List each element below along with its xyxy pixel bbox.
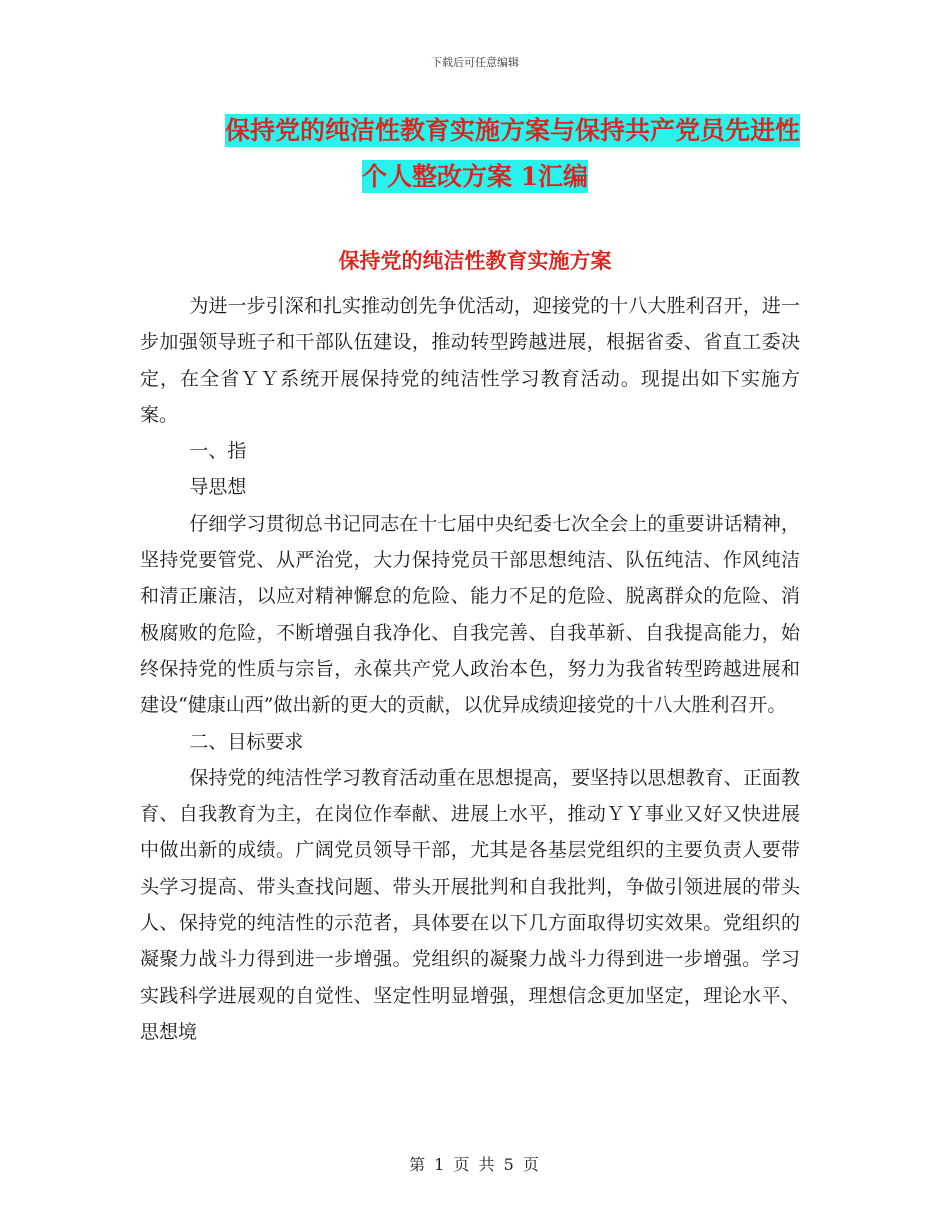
- document-body: [140, 288, 800, 1050]
- paragraph: 为进一步引深和扎实推动创先争优活动，迎接党的十八大胜利召开，进一步加强领导班子和干部队伍建设，推动转型跨越进展，根据省委、省直工委决定，在全省ＹＹ系统开展保持党的纯洁性学习教育活动。现提出如下实施方案。: [140, 295, 800, 426]
- title-line-1-text: 保持党的纯洁性教育实施方案与保持共产党员先进性: [224, 116, 800, 145]
- header-note: 下载后可任意编辑: [431, 56, 519, 69]
- title-line-2: [140, 154, 810, 200]
- paragraph: 保持党的纯洁性学习教育活动重在思想提高，要坚持以思想教育、正面教育、自我教育为主，在岗位作奉献、进展上水平，推动ＹＹ事业又好又快进展中做出新的成绩。广阔党员领导干部，尤其是各基层党组织的主要负责人要带头学习提高、带头查找问题、带头开展批判和自我批判，争做引领进展的带头人、保持党的纯洁性的示范者，具体要在以下几方面取得切实效果。党组织的凝聚力战斗力得到进一步增强。党组织的凝聚力战斗力得到进一步增强。学习实践科学进展观的自觉性、坚定性明显增强，理想信念更加坚定，理论水平、思想境: [140, 766, 800, 1043]
- title-line-2-text: 个人整改方案 1汇编: [361, 162, 589, 191]
- heading-guiding-2: 导思想: [189, 476, 247, 499]
- title-line-1: [140, 108, 810, 154]
- heading-guiding-1: 一、指: [189, 440, 247, 463]
- page-number: 第 1 页 共 5 页: [409, 1155, 541, 1174]
- document-title: [140, 108, 810, 200]
- section-title: 保持党的纯洁性教育实施方案: [338, 248, 612, 273]
- paragraph: 仔细学习贯彻总书记同志在十七届中央纪委七次全会上的重要讲话精神，坚持党要管党、从严治党，大力保持党员干部思想纯洁、队伍纯洁、作风纯洁和清正廉洁，以应对精神懈怠的危险、能力不足的危险、脱离群众的危险、消极腐败的危险，不断增强自我净化、自我完善、自我革新、自我提高能力，始终保持党的性质与宗旨，永葆共产党人政治本色，努力为我省转型跨越进展和建设“健康山西”做出新的更大的贡献，以优异成绩迎接党的十八大胜利召开。: [140, 512, 800, 717]
- heading-goals: 二、目标要求: [189, 730, 304, 753]
